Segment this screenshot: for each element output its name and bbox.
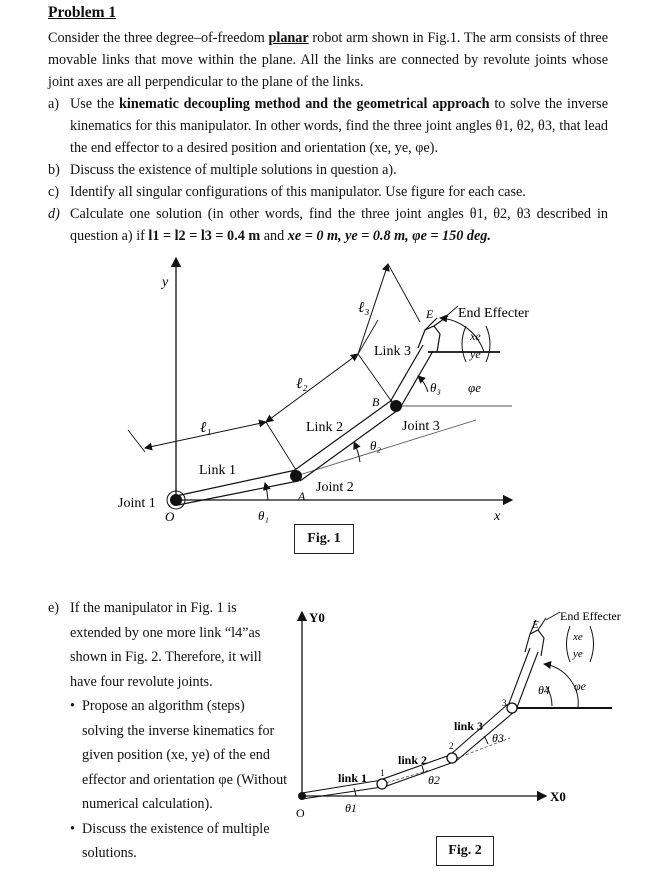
question-d-target: xe = 0 m, ye = 0.8 m, φe = 150 deg. [287,228,491,244]
fig1-link2-edge-top [292,400,392,472]
problem-intro [48,27,608,93]
fig2-x-label: X0 [550,789,566,804]
intro-part1: Consider the three degree–of-freedom [48,30,269,46]
fig2-xe-label: xe [573,631,583,643]
fig2-link2-label: link 2 [398,753,428,767]
question-d-label: d) [48,206,60,222]
intro-part2: robot arm shown in Fig.1. The arm consists of three movable links that move within the plane. All the links are connected by revolute joints whose joint axes are all perpendicular to the plane of the links. [48,30,608,90]
fig2-j2-label: 2 [449,741,454,751]
question-d-pre: Calculate one solution (in other words, find the three joint angles θ1, θ2, θ3 described in question a) if [70,206,608,244]
problem-title: Problem 1 [48,4,117,21]
fig1-theta3-arc [418,376,428,392]
fig2-theta1-label: θ1 [345,801,357,815]
fig1-y-label: y [162,275,169,290]
fig1-point-b: B [372,395,380,409]
fig2-theta4-label: θ4 [538,683,550,697]
fig1-caption: Fig. 1 [294,524,354,554]
fig2-finger-right [538,618,546,630]
fig1-finger-right [434,316,448,326]
part-e-label: e) [48,600,60,616]
part-e-bullet-2: • Discuss the existence of multiple solutions. [70,817,288,866]
fig1-dim-l3-tick [388,264,420,322]
fig2-theta2-label: θ2 [428,773,440,787]
fig1-ye-label: ye [470,347,481,361]
question-c [48,181,608,203]
fig2-link3-label: link 3 [454,719,484,733]
fig2-ye-label: ye [573,648,583,660]
fig2-joint2-dot [447,753,457,763]
fig1-dim-l1-tick-a [128,430,145,452]
fig1-link3-label: Link 3 [374,344,411,359]
fig2-joint3-dot [507,703,517,713]
fig2-joint0-dot [298,792,306,800]
fig2-theta3-arc [484,736,488,744]
fig1-ee-pointer [444,306,458,318]
fig2-ee-pointer [546,612,560,620]
fig1-joint2-label: Joint 2 [316,480,354,495]
fig1-joint1-label: Joint 1 [118,496,156,511]
question-d [48,203,608,247]
fig2-gripper [525,630,544,656]
question-a [48,93,608,159]
fig1-end-effecter-label: End Effecter [458,306,529,321]
fig1-joint2-dot [290,470,302,482]
question-b [48,159,608,181]
fig1-joint3-label: Joint 3 [402,419,440,434]
fig1-point-a: A [298,489,306,503]
figure-1-diagram [0,250,650,550]
fig2-link1-bottom [302,787,382,799]
fig2-link4-right [516,652,538,710]
fig1-link1-label: Link 1 [199,463,236,478]
part-e-bullet-1: • Propose an algorithm (steps) solving the inverse kinematics for given position (xe, ye) of the end effector and orientation φe (Without numerical calculation). [70,694,288,817]
fig1-joint1-dot [170,494,182,506]
fig1-l2-label: ℓ₂ [296,376,308,392]
question-c-label: c) [48,184,60,200]
fig2-end-effecter-label: End Effecter [560,609,621,623]
question-a-post: to solve the inverse kinematics for this manipulator. In other words, find the three joint angles θ1, θ2, θ3, that lead the end effector to a desired position and orientation (xe, ye, φe). [70,96,608,156]
fig1-theta3-label: θ₃ [430,380,441,395]
fig1-link3-edge-right [400,351,433,408]
fig1-link1-edge-top [176,470,296,496]
fig1-vec-bracket-left [462,326,466,362]
figure-2-diagram [0,595,650,825]
fig1-dim-l1-tick-b [266,422,296,470]
question-d-and: and [260,228,288,244]
fig1-dim-l2 [266,354,358,422]
question-b-label: b) [48,162,60,178]
fig1-phi-label: φe [468,380,481,395]
fig1-origin-label: O [165,509,175,524]
question-a-pre: Use the [70,96,119,112]
question-d-lengths: l1 = l2 = l3 = 0.4 m [148,228,261,244]
question-a-label: a) [48,96,60,112]
fig2-joint1-dot [377,779,387,789]
fig1-theta1-arc [265,483,268,500]
fig2-j3-label: 3 [502,698,507,708]
fig1-vec-bracket-right [486,326,490,362]
fig2-vec-bracket-left [567,626,571,662]
fig2-origin-label: O [296,806,305,820]
question-c-text: Identify all singular configurations of this manipulator. Use figure for each case. [70,184,526,200]
fig2-theta3-label: θ3 [492,731,504,745]
fig1-theta1-label: θ₁ [258,508,269,523]
question-a-bold: kinematic decoupling method and the geometrical approach [118,96,490,112]
fig2-j1-label: 1 [380,768,385,778]
fig1-theta2-arc [354,442,360,462]
fig2-link4-left [508,648,530,706]
fig1-joint3-dot [390,400,402,412]
fig2-link1-label: link 1 [338,771,368,785]
fig2-caption: Fig. 2 [436,836,494,866]
fig1-link1-edge-bottom [178,481,298,505]
fig1-link2-label: Link 2 [306,420,343,435]
fig1-x-label: x [494,509,501,524]
fig2-phi-label: φe [574,679,586,693]
part-e-text: If the manipulator in Fig. 1 is extended by one more link “l4”as shown in Fig. 2. Therefore, it will have four revolute joints. [70,600,262,690]
intro-planar: planar [268,30,309,46]
fig2-vec-bracket-right [590,626,594,662]
fig2-y-label: Y0 [309,610,325,625]
fig1-xe-label: xe [470,329,481,343]
fig1-point-e: E [426,307,434,321]
fig2-theta1-arc [354,788,356,796]
fig1-theta2-label: θ₂ [370,438,381,453]
fig1-l3-label: ℓ₃ [358,300,370,316]
fig2-point-e: E [532,619,539,631]
fig1-l1-label: ℓ₁ [200,420,212,436]
question-b-text: Discuss the existence of multiple solutions in question a). [70,162,397,178]
